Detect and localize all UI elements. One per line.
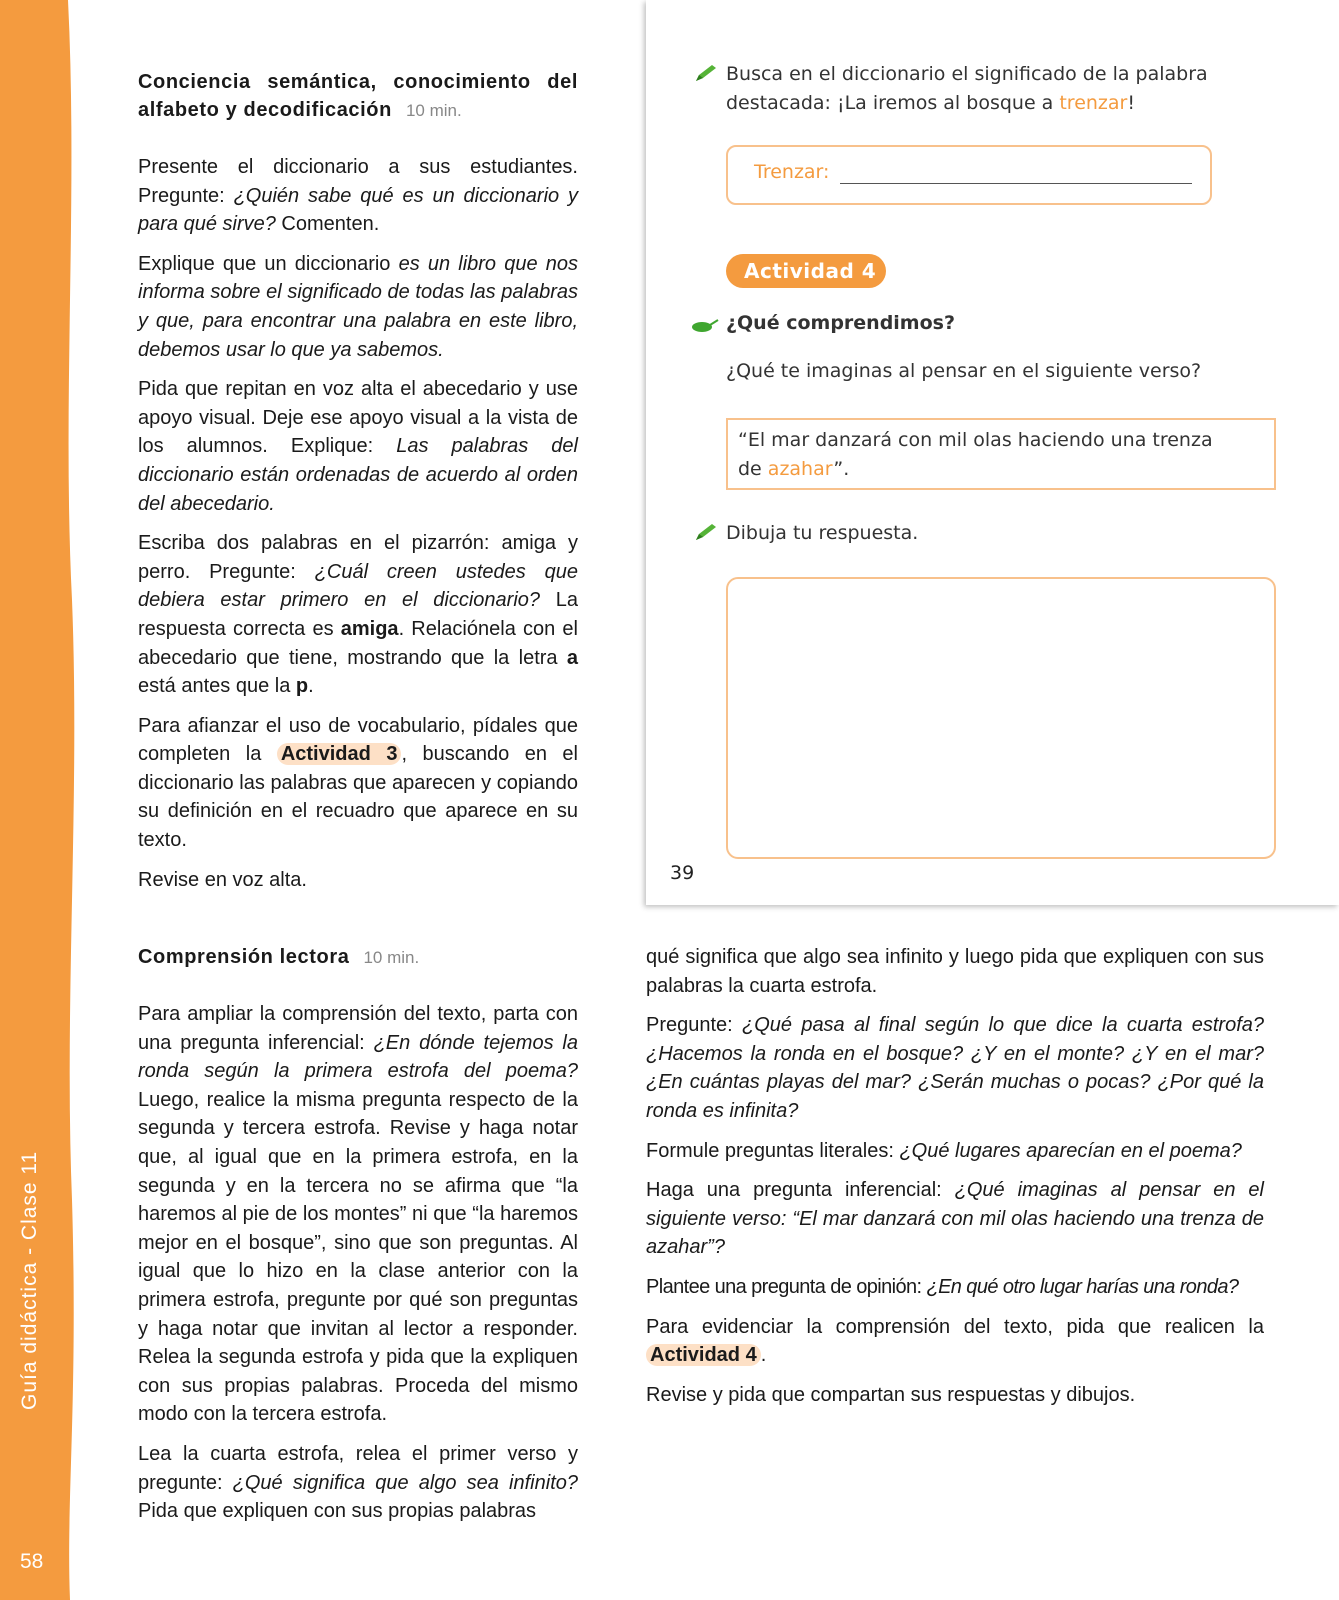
answer-line bbox=[840, 183, 1192, 184]
verse-quote: “El mar danzará con mil olas haciendo una trenza de azahar”. bbox=[738, 429, 1213, 480]
right-column-bottom bbox=[646, 943, 1264, 1409]
student-book-excerpt bbox=[646, 0, 1339, 905]
paragraph-r6: Para evidenciar la comprensión del texto, pida que realicen la Actividad 4 . bbox=[646, 1315, 1264, 1367]
question-text: ¿Qué te imaginas al pensar en el siguiente verso? bbox=[726, 360, 1202, 382]
activity-3-highlight: Actividad 3 bbox=[277, 743, 402, 765]
instruction-line1: Busca en el diccionario el significado de la palabra bbox=[726, 63, 1208, 85]
section-time: 10 min. bbox=[405, 101, 462, 120]
paragraph-r4: Haga una pregunta inferencial: ¿Qué imaginas al pensar en el siguiente verso: “El mar danzará con mil olas haciendo una trenza de azahar”? bbox=[646, 1179, 1264, 1259]
section-title-semantica bbox=[138, 68, 578, 96]
instruction-line2: destacada: ¡La iremos al bosque a trenzar! bbox=[726, 92, 1135, 114]
leaf-bullet-icon bbox=[690, 316, 720, 336]
trenzar-label: Trenzar: bbox=[754, 161, 830, 183]
drawing-box bbox=[726, 577, 1276, 859]
section-title-line1: Conciencia semántica, conocimiento del bbox=[138, 71, 578, 93]
paragraph-7: Para ampliar la comprensión del texto, parta con una pregunta inferencial: ¿En dónde tejemos la ronda según la primera estrofa del poema? Luego, realice la misma pregunta respecto de la segunda y tercera estrofa. Revise y haga notar que, al igual que en la primera estrofa, en la segunda y en la tercera no se afirma que “la haremos al pie de los montes” ni que “la haremos mejor en el bosque”, sino que son preguntas. Al igual que lo hizo en la clase anterior con la primera estrofa, pregunte por qué son preguntas y haga notar que invitan al lector a responder. Relea la segunda estrofa y pida que la expliquen con sus propias palabras. Proceda del mismo modo con la tercera estrofa. bbox=[138, 1003, 578, 1426]
left-column-bottom bbox=[138, 943, 578, 1526]
trenzar-answer-box bbox=[726, 145, 1212, 205]
paragraph-5: Para afianzar el uso de vocabulario, pídales que completen la Actividad 3 , buscando en el diccionario las palabras que aparecen y copiando su definición en el recuadro que aparece en su texto. bbox=[138, 714, 578, 852]
paragraph-r3: Formule preguntas literales: ¿Qué lugares aparecían en el poema? bbox=[646, 1139, 1242, 1162]
book-page-number: 39 bbox=[670, 862, 695, 884]
paragraph-1: Presente el diccionario a sus estudiantes. Pregunte: ¿Quién sabe qué es un diccionario y para qué sirve? Comenten. bbox=[138, 156, 579, 236]
paragraph-r7: Revise y pida que compartan sus respuestas y dibujos. bbox=[646, 1383, 1136, 1406]
paragraph-r1: qué significa que algo sea infinito y luego pida que expliquen con sus palabras la cuarta estrofa. bbox=[646, 946, 1264, 997]
section-comprendimos: ¿Qué comprendimos? bbox=[726, 312, 955, 334]
paragraph-6: Revise en voz alta. bbox=[138, 868, 307, 891]
section-title-line2-wrap bbox=[138, 96, 578, 125]
draw-instruction: Dibuja tu respuesta. bbox=[726, 522, 919, 544]
paragraph-2: Explique que un diccionario es un libro que nos informa sobre el significado de todas las palabras y que, para encontrar una palabra en este libro, debemos usar lo que ya sabemos. bbox=[138, 252, 578, 361]
section-time: 10 min. bbox=[363, 948, 420, 967]
paragraph-3: Pida que repitan en voz alta el abecedario y use apoyo visual. Deje ese apoyo visual a la vista de los alumnos. Explique: Las palabras del diccionario están ordenadas de acuerdo al orden del abecedario. bbox=[138, 378, 578, 515]
section-title-comprension-wrap bbox=[138, 943, 578, 972]
pencil-icon bbox=[694, 63, 718, 83]
section-title-line2: alfabeto y decodificación bbox=[138, 99, 392, 121]
verse-quote-box bbox=[726, 418, 1276, 490]
section-title-comprension: Comprensión lectora bbox=[138, 946, 350, 968]
activity-4-badge: Actividad 4 bbox=[726, 254, 886, 288]
sidebar-label: Guía didáctica - Clase 11 bbox=[18, 1150, 41, 1410]
left-column-top bbox=[138, 68, 578, 894]
sidebar-wave-edge bbox=[60, 0, 80, 1600]
page-number: 58 bbox=[20, 1550, 44, 1573]
pencil-icon bbox=[694, 522, 718, 542]
paragraph-8: Lea la cuarta estrofa, relea el primer verso y pregunte: ¿Qué significa que algo sea infinito? Pida que expliquen con sus propias palabras bbox=[138, 1442, 578, 1523]
activity-4-highlight: Actividad 4 bbox=[646, 1344, 761, 1366]
paragraph-4: Escriba dos palabras en el pizarrón: amiga y perro. Pregunte: ¿Cuál creen ustedes que debiera estar primero en el diccionario? La respuesta correcta es amiga. Relaciónela con el abecedario que tiene, mostrando que la letra a está antes que la p. bbox=[138, 532, 579, 698]
paragraph-r5: Plantee una pregunta de opinión: ¿En qué otro lugar harías una ronda? bbox=[646, 1275, 1239, 1298]
paragraph-r2: Pregunte: ¿Qué pasa al final según lo que dice la cuarta estrofa? ¿Hacemos la ronda en el bosque? ¿Y en el monte? ¿Y en el mar? ¿En cuántas playas del mar? ¿Serán muchas o pocas? ¿Por qué la ronda es infinita? bbox=[646, 1014, 1264, 1122]
